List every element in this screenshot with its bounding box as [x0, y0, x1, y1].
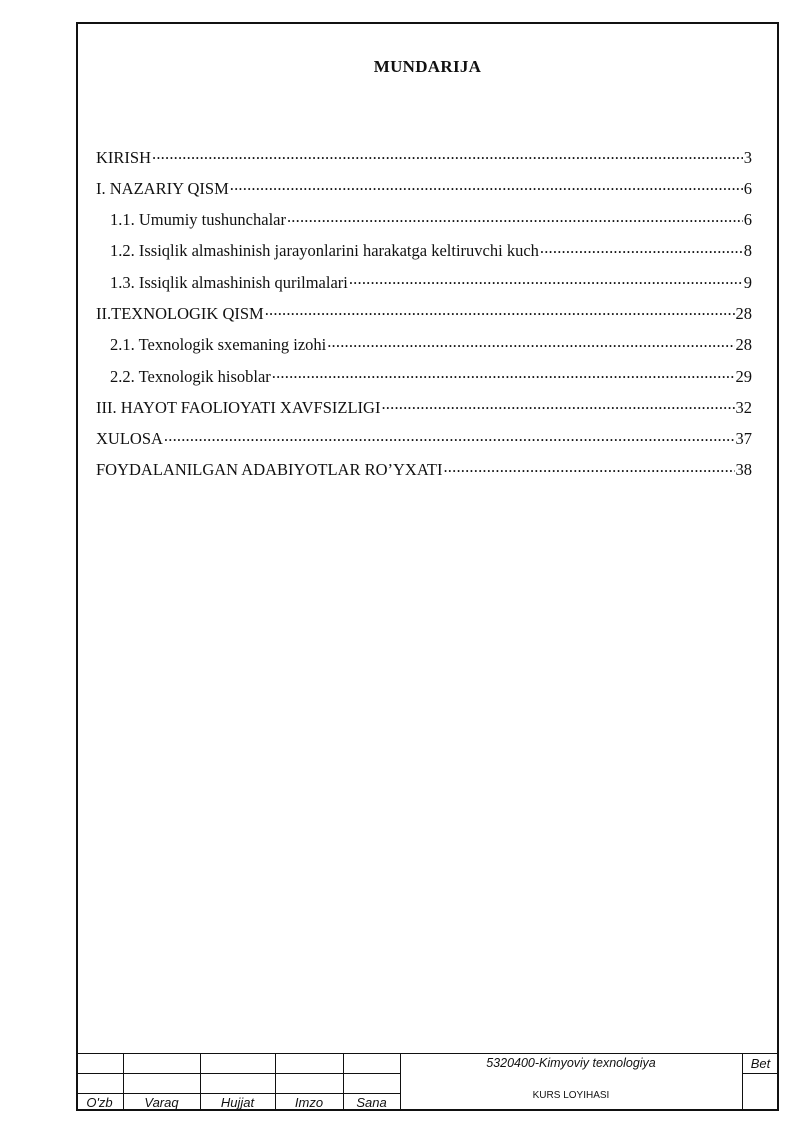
toc-entry-label: 1.2. Issiqlik almashinish jarayonlarini harakatga keltiruvchi kuch [110, 241, 539, 261]
toc-entry[interactable] [96, 271, 752, 302]
toc-leader-dots [287, 209, 743, 226]
page-title: MUNDARIJA [373, 57, 482, 76]
toc-entry-label: III. HAYOT FAOLIOYATI XAVFSIZLIGI [96, 397, 381, 417]
stamp-page-label: Bet [750, 1056, 771, 1071]
stamp-column-label: Sana [356, 1095, 387, 1110]
toc-entry-page: 29 [735, 366, 752, 386]
toc-leader-dots [443, 459, 734, 476]
toc-entry-label: 1.1. Umumiy tushunchalar [110, 210, 286, 230]
table-of-contents [96, 146, 752, 490]
toc-entry-label: XULOSA [96, 429, 163, 449]
toc-leader-dots [327, 334, 734, 351]
toc-entry-page: 38 [735, 460, 752, 480]
toc-entry[interactable] [96, 428, 752, 459]
stamp-code: 5320400-Kimyoviy texnologiya [486, 1056, 656, 1070]
toc-entry[interactable] [96, 365, 752, 396]
toc-leader-dots [349, 271, 743, 288]
toc-entry-page: 3 [743, 147, 752, 167]
toc-entry-label: 2.2. Texnologik hisoblar [110, 366, 271, 386]
toc-leader-dots [152, 146, 743, 163]
toc-entry-label: 2.1. Texnologik sxemaning izohi [110, 335, 327, 355]
stamp-column-label: Varaq [144, 1095, 179, 1110]
stamp-column-label: Hujjat [220, 1095, 255, 1110]
toc-leader-dots [272, 365, 735, 382]
toc-entry-page: 8 [743, 241, 752, 261]
toc-entry-page: 28 [735, 303, 752, 323]
toc-leader-dots [381, 396, 734, 413]
stamp-subtitle: KURS LOYIHASI [532, 1090, 610, 1101]
toc-entry-page: 32 [735, 397, 752, 417]
stamp-divider [76, 1093, 400, 1094]
toc-leader-dots [265, 302, 735, 319]
stamp-divider [76, 1053, 779, 1054]
stamp-divider [76, 1073, 400, 1074]
toc-leader-dots [230, 177, 743, 194]
toc-leader-dots [164, 428, 735, 445]
toc-entry[interactable] [96, 209, 752, 240]
stamp-column-label: Imzo [294, 1095, 324, 1110]
title-block [76, 1053, 779, 1111]
toc-entry-label: 1.3. Issiqlik almashinish qurilmalari [110, 272, 348, 292]
toc-entry[interactable] [96, 396, 752, 427]
toc-entry-page: 6 [743, 210, 752, 230]
stamp-divider [742, 1073, 779, 1074]
toc-entry[interactable] [96, 177, 752, 208]
toc-leader-dots [540, 240, 743, 257]
toc-entry-page: 28 [735, 335, 752, 355]
toc-entry-label: KIRISH [96, 147, 152, 167]
toc-entry[interactable] [96, 302, 752, 333]
toc-entry-page: 9 [743, 272, 752, 292]
toc-entry[interactable] [96, 459, 752, 490]
toc-entry-label: FOYDALANILGAN ADABIYOTLAR RO’YXATI [96, 460, 443, 480]
stamp-column-label: O'zb [86, 1095, 113, 1110]
toc-entry-label: II.TEXNOLOGIK QISM [96, 303, 264, 323]
toc-entry-page: 6 [743, 178, 752, 198]
toc-entry[interactable] [96, 334, 752, 365]
toc-entry-label: I. NAZARIY QISM [96, 178, 229, 198]
toc-entry[interactable] [96, 146, 752, 177]
toc-entry-page: 37 [735, 429, 752, 449]
toc-entry[interactable] [96, 240, 752, 271]
